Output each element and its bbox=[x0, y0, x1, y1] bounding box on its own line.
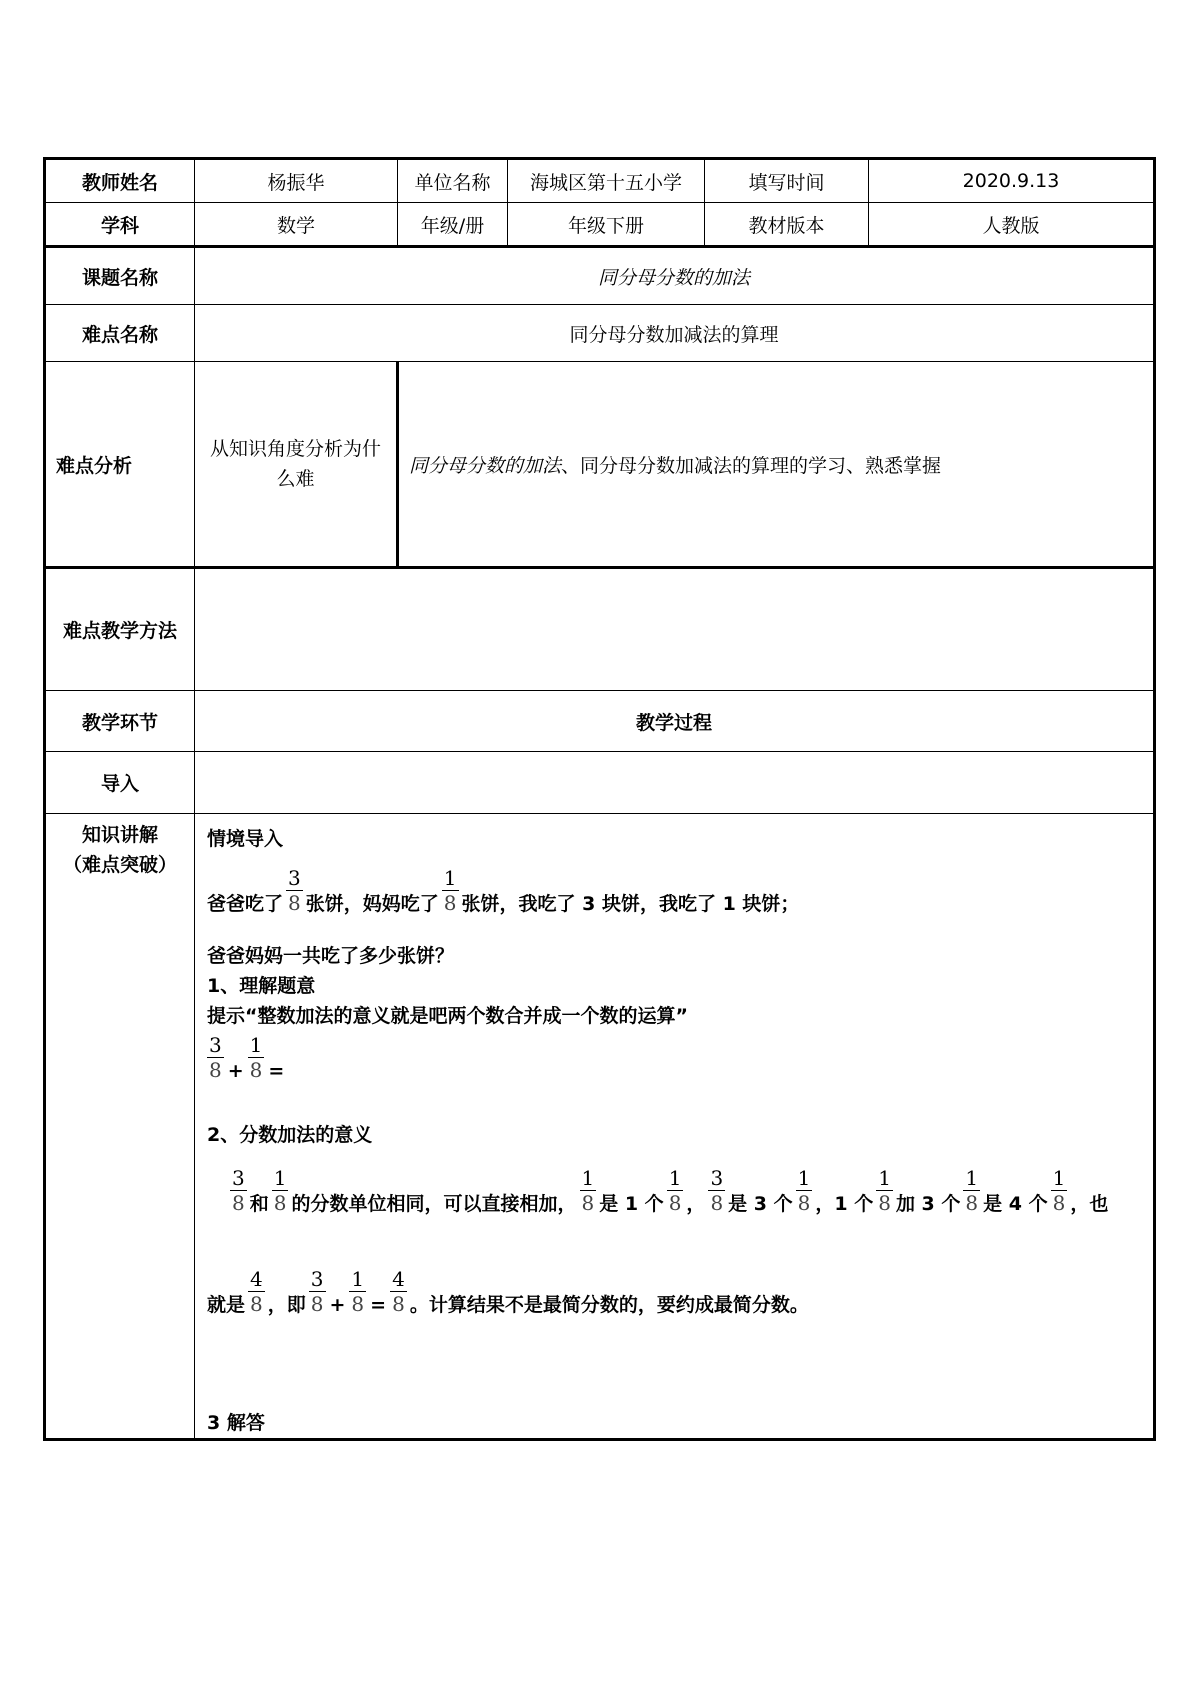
frac-den: 8 bbox=[797, 1191, 811, 1215]
fraction-one-eighth bbox=[442, 866, 459, 915]
frac-den: 8 bbox=[232, 1191, 245, 1215]
intro-value bbox=[195, 752, 1155, 814]
fraction-three-eighths bbox=[286, 866, 303, 915]
lecture-label-line2: （难点突破） bbox=[62, 854, 177, 876]
step3-title: 3 解答 bbox=[207, 1412, 265, 1434]
text-is-3: 是 3 个 bbox=[728, 1193, 793, 1215]
process-header-value: 教学过程 bbox=[195, 691, 1155, 752]
frac-num: 3 bbox=[310, 1267, 324, 1291]
frac-num: 4 bbox=[392, 1267, 405, 1291]
meaning-line2 bbox=[207, 1267, 1153, 1330]
frac-num: 1 bbox=[1052, 1166, 1066, 1190]
text-that-is: 就是 bbox=[207, 1294, 246, 1316]
edition-value: 人教版 bbox=[869, 203, 1155, 247]
meaning-line1 bbox=[207, 1166, 1153, 1229]
frac-num: 1 bbox=[249, 1033, 263, 1057]
row-analysis bbox=[45, 362, 1155, 568]
story-part2: 张饼，妈妈吃了 bbox=[305, 893, 439, 915]
fraction-one-eighth bbox=[248, 1033, 265, 1082]
story-part1: 爸爸吃了 bbox=[207, 893, 284, 915]
difficulty-label: 难点名称 bbox=[45, 305, 195, 362]
text-conclusion: 。计算结果不是最简分数的，要约成最简分数。 bbox=[409, 1294, 809, 1316]
fraction-one-eighth bbox=[580, 1166, 597, 1215]
frac-num: 3 bbox=[209, 1033, 222, 1057]
frac-num: 1 bbox=[878, 1166, 891, 1190]
frac-den: 8 bbox=[249, 1058, 263, 1082]
plus-sign: + bbox=[227, 1060, 244, 1082]
lecture-label bbox=[45, 814, 195, 1440]
topic-value: 同分母分数的加法 bbox=[195, 247, 1155, 305]
fraction-four-eighths bbox=[248, 1267, 265, 1316]
equation-line bbox=[207, 1033, 1153, 1096]
fraction-one-eighth bbox=[272, 1166, 289, 1215]
frac-den: 8 bbox=[288, 891, 301, 915]
row-difficulty bbox=[45, 305, 1155, 362]
frac-num: 3 bbox=[710, 1166, 724, 1190]
fraction-one-eighth bbox=[349, 1267, 366, 1316]
frac-num: 1 bbox=[273, 1166, 287, 1190]
frac-num: 1 bbox=[351, 1267, 365, 1291]
unit-value: 海城区第十五小学 bbox=[508, 159, 705, 203]
fraction-one-eighth bbox=[796, 1166, 813, 1215]
frac-den: 8 bbox=[710, 1191, 724, 1215]
grade-value: 年级下册 bbox=[508, 203, 705, 247]
text-and: 和 bbox=[249, 1193, 269, 1215]
frac-den: 8 bbox=[668, 1191, 682, 1215]
story-line bbox=[207, 866, 1153, 929]
fraction-four-eighths bbox=[390, 1267, 407, 1316]
plus-sign: + bbox=[329, 1294, 346, 1316]
analysis-value-rest: 、同分母分数加减法的算理的学习、熟悉掌握 bbox=[561, 454, 942, 477]
text-one: ，1 个 bbox=[815, 1193, 874, 1215]
frac-den: 8 bbox=[878, 1191, 891, 1215]
step2-title: 2、分数加法的意义 bbox=[207, 1124, 373, 1146]
text-also: ，也 bbox=[1070, 1193, 1109, 1215]
fraction-three-eighths bbox=[230, 1166, 247, 1215]
frac-num: 1 bbox=[965, 1166, 979, 1190]
date-label: 填写时间 bbox=[705, 159, 869, 203]
frac-num: 1 bbox=[581, 1166, 595, 1190]
analysis-label: 难点分析 bbox=[45, 362, 195, 568]
frac-num: 1 bbox=[668, 1166, 682, 1190]
row-intro bbox=[45, 752, 1155, 814]
analysis-sublabel: 从知识角度分析为什么难 bbox=[195, 362, 398, 568]
difficulty-value: 同分母分数加减法的算理 bbox=[195, 305, 1155, 362]
frac-den: 8 bbox=[310, 1292, 324, 1316]
text-ie: ，即 bbox=[267, 1294, 306, 1316]
question-line: 爸爸妈妈一共吃了多少张饼？ bbox=[207, 945, 455, 967]
analysis-value-italic: 同分母分数的加法 bbox=[409, 454, 562, 477]
frac-den: 8 bbox=[209, 1058, 222, 1082]
text-add-3: 加 3 个 bbox=[895, 1193, 961, 1215]
frac-num: 3 bbox=[232, 1166, 245, 1190]
story-part3: 张饼，我吃了 3 块饼，我吃了 1 块饼； bbox=[461, 893, 800, 915]
row-method bbox=[45, 568, 1155, 691]
frac-den: 8 bbox=[965, 1191, 979, 1215]
teacher-label: 教师姓名 bbox=[45, 159, 195, 203]
subject-value: 数学 bbox=[195, 203, 398, 247]
method-label: 难点教学方法 bbox=[45, 568, 195, 691]
step1-title: 1、理解题意 bbox=[207, 975, 316, 997]
lecture-label-line1: 知识讲解 bbox=[81, 824, 158, 846]
grade-label: 年级/册 bbox=[398, 203, 508, 247]
frac-den: 8 bbox=[1052, 1191, 1066, 1215]
lecture-content bbox=[195, 814, 1155, 1440]
section-title-scenario: 情境导入 bbox=[207, 828, 284, 850]
frac-num: 4 bbox=[250, 1267, 263, 1291]
unit-label: 单位名称 bbox=[398, 159, 508, 203]
fraction-one-eighth bbox=[876, 1166, 893, 1215]
analysis-value bbox=[398, 362, 1155, 568]
row-lecture bbox=[45, 814, 1155, 1440]
topic-label: 课题名称 bbox=[45, 247, 195, 305]
fraction-one-eighth bbox=[667, 1166, 684, 1215]
method-value bbox=[195, 568, 1155, 691]
row-subject bbox=[45, 203, 1155, 247]
frac-den: 8 bbox=[273, 1191, 287, 1215]
date-value: 2020.9.13 bbox=[869, 159, 1155, 203]
intro-label: 导入 bbox=[45, 752, 195, 814]
frac-den: 8 bbox=[351, 1292, 365, 1316]
frac-den: 8 bbox=[443, 891, 457, 915]
frac-num: 1 bbox=[797, 1166, 811, 1190]
text-is-4: 是 4 个 bbox=[983, 1193, 1048, 1215]
lesson-plan-sheet bbox=[43, 157, 1153, 1441]
process-step-label: 教学环节 bbox=[45, 691, 195, 752]
subject-label: 学科 bbox=[45, 203, 195, 247]
hint-line: 提示“整数加法的意义就是吧两个数合并成一个数的运算” bbox=[207, 1005, 688, 1027]
fraction-three-eighths bbox=[708, 1166, 725, 1215]
frac-num: 3 bbox=[288, 866, 301, 890]
frac-den: 8 bbox=[581, 1191, 595, 1215]
text-is-1: 是 1 个 bbox=[599, 1193, 664, 1215]
equals-sign: = bbox=[370, 1294, 387, 1316]
fraction-one-eighth bbox=[1051, 1166, 1068, 1215]
row-process-header bbox=[45, 691, 1155, 752]
row-teacher bbox=[45, 159, 1155, 203]
edition-label: 教材版本 bbox=[705, 203, 869, 247]
frac-den: 8 bbox=[250, 1292, 263, 1316]
teacher-value: 杨振华 bbox=[195, 159, 398, 203]
frac-num: 1 bbox=[443, 866, 457, 890]
row-topic bbox=[45, 247, 1155, 305]
text-comma: ， bbox=[686, 1193, 706, 1215]
equals-sign: = bbox=[268, 1060, 285, 1082]
fraction-three-eighths bbox=[309, 1267, 326, 1316]
fraction-three-eighths bbox=[207, 1033, 224, 1082]
fraction-one-eighth bbox=[963, 1166, 980, 1215]
lesson-plan-table bbox=[43, 157, 1156, 1441]
frac-den: 8 bbox=[392, 1292, 405, 1316]
text-same-unit: 的分数单位相同，可以直接相加， bbox=[291, 1193, 577, 1215]
